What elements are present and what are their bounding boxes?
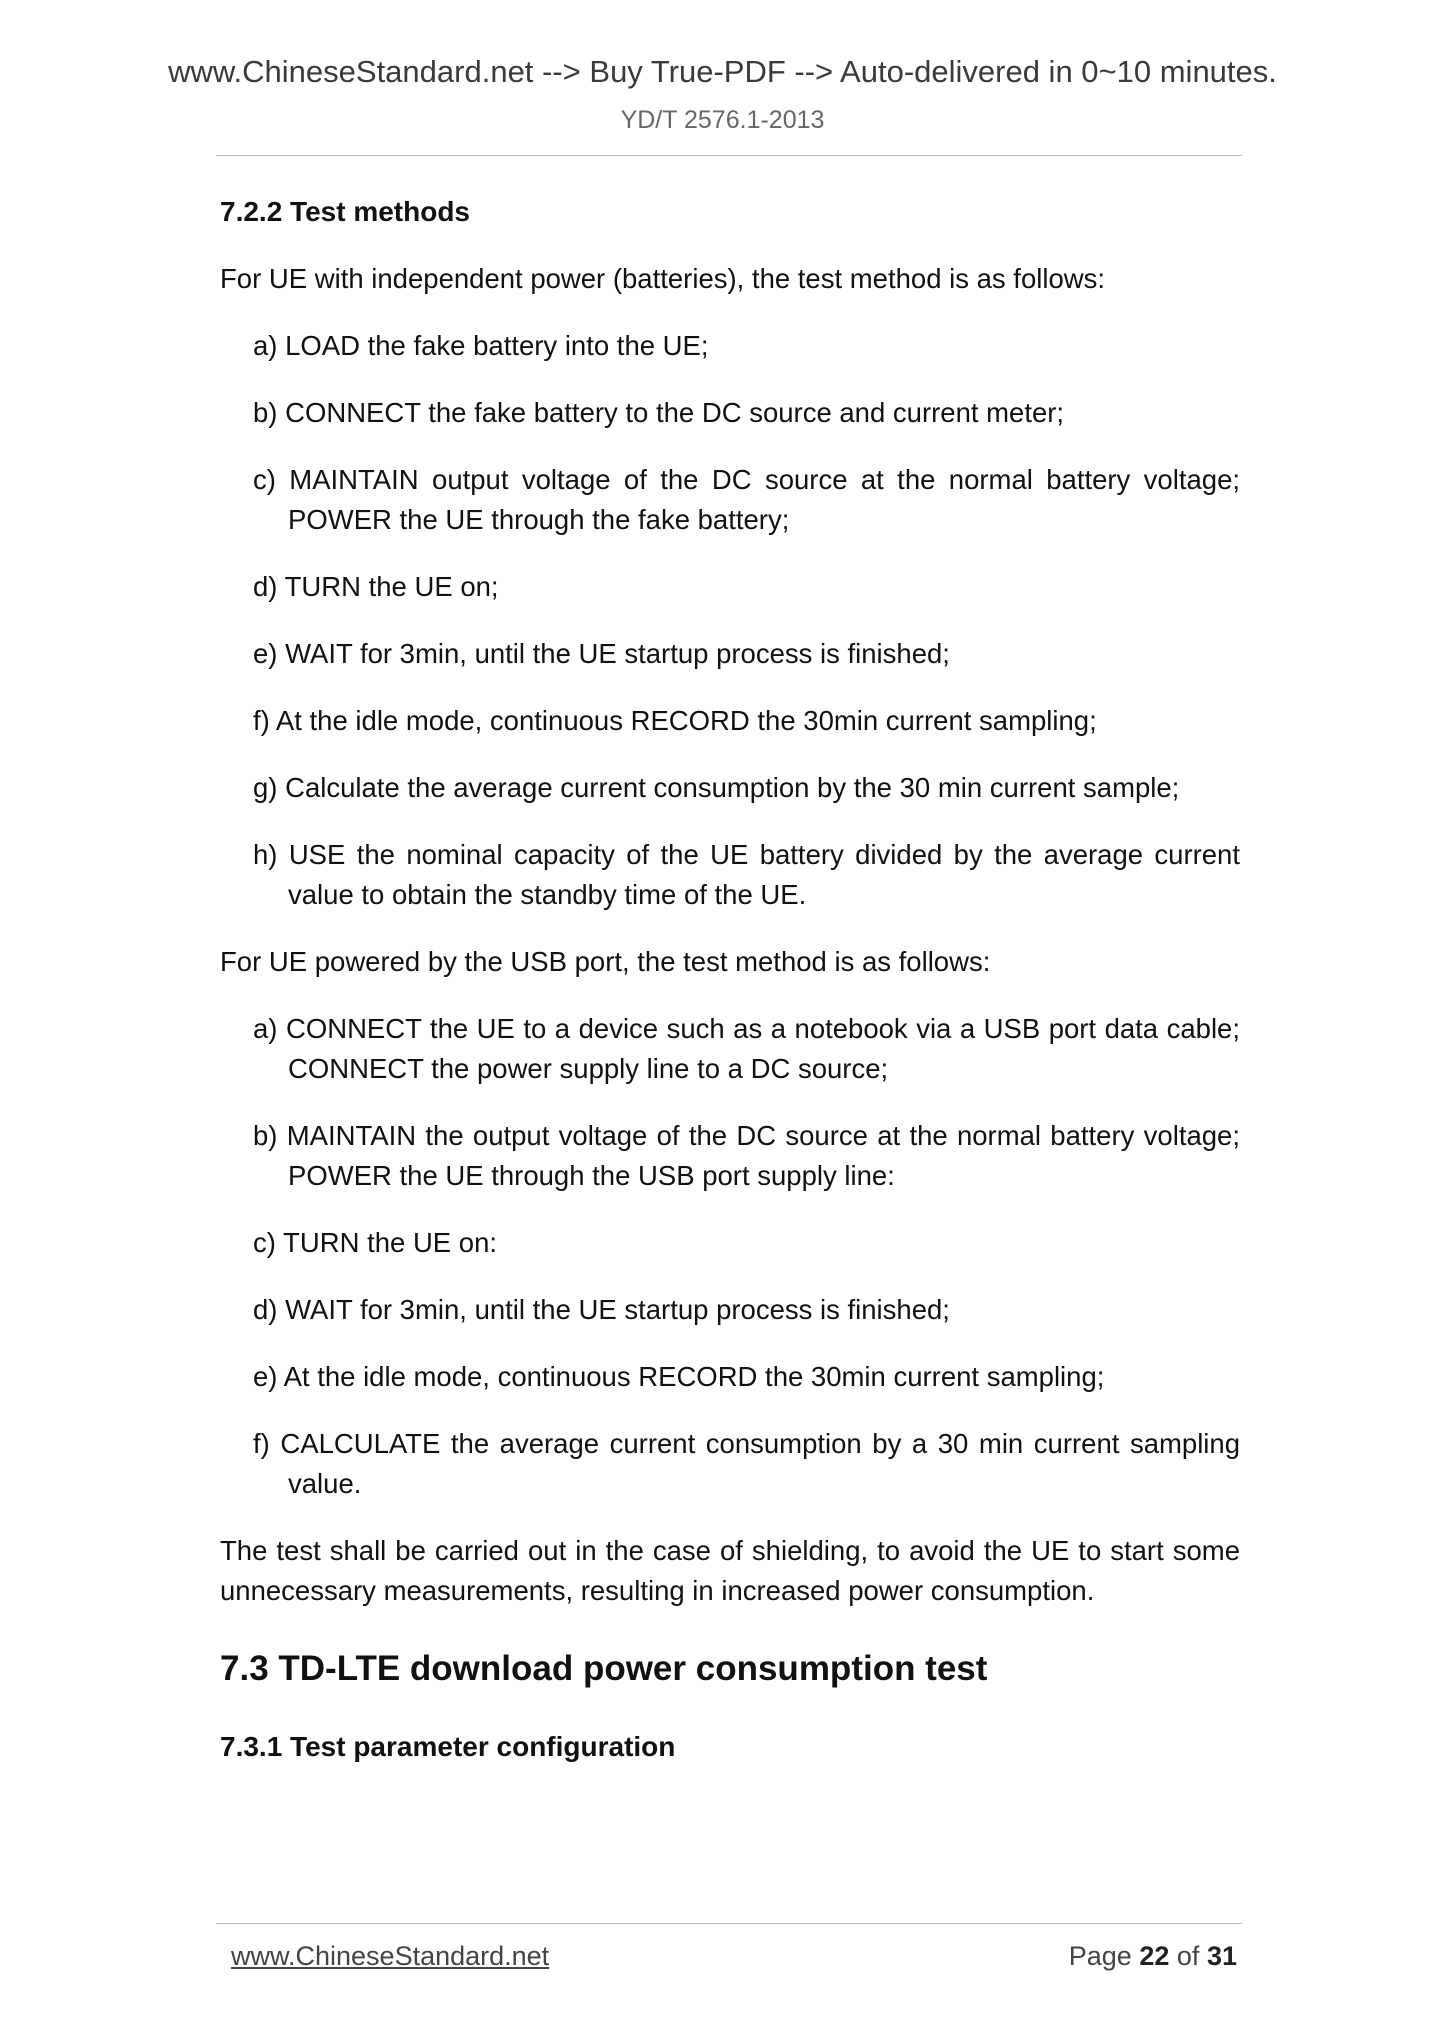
usb-step-a: a) CONNECT the UE to a device such as a notebook via a USB port data cable; CONNECT the power supply line to a DC source;	[253, 1013, 1240, 1084]
page-current: 22	[1139, 1941, 1170, 1971]
footer-site-link[interactable]: www.ChineseStandard.net	[231, 1941, 550, 1971]
usb-step-b: b) MAINTAIN the output voltage of the DC source at the normal battery voltage; POWER the UE through the USB port supply line:	[253, 1120, 1240, 1191]
battery-step-a: a) LOAD the fake battery into the UE;	[253, 330, 709, 361]
header-divider	[216, 155, 1242, 156]
page-of-label: of	[1176, 1941, 1200, 1971]
battery-step-b: b) CONNECT the fake battery to the DC source and current meter;	[253, 397, 1065, 428]
shielding-note-paragraph: The test shall be carried out in the case of shielding, to avoid the UE to start some unnecessary measurements, resulting in increased power consumption.	[220, 1535, 1240, 1606]
page-content	[220, 192, 1240, 1794]
section-heading-7-3: 7.3 TD-LTE download power consumption test	[220, 1649, 988, 1688]
section-heading-7-3-1: 7.3.1 Test parameter configuration	[220, 1731, 676, 1762]
intro-battery-paragraph: For UE with independent power (batteries), the test method is as follows:	[220, 263, 1106, 294]
usb-step-f: f) CALCULATE the average current consumption by a 30 min current sampling value.	[253, 1428, 1240, 1499]
document-id: YD/T 2576.1-2013	[620, 106, 825, 134]
battery-step-f: f) At the idle mode, continuous RECORD the 30min current sampling;	[253, 705, 1097, 736]
battery-step-g: g) Calculate the average current consumption by the 30 min current sample;	[253, 772, 1180, 803]
battery-step-d: d) TURN the UE on;	[253, 571, 499, 602]
page-number	[1069, 1941, 1237, 1972]
header-banner: www.ChineseStandard.net --> Buy True-PDF --> Auto-delivered in 0~10 minutes.	[168, 54, 1277, 89]
battery-step-c: c) MAINTAIN output voltage of the DC source at the normal battery voltage; POWER the UE through the fake battery;	[253, 464, 1240, 535]
section-heading-7-2-2: 7.2.2 Test methods	[220, 196, 471, 227]
battery-step-e: e) WAIT for 3min, until the UE startup process is finished;	[253, 638, 950, 669]
footer-divider	[216, 1923, 1242, 1924]
usb-step-c: c) TURN the UE on:	[253, 1227, 498, 1258]
intro-usb-paragraph: For UE powered by the USB port, the test method is as follows:	[220, 946, 991, 977]
usb-step-e: e) At the idle mode, continuous RECORD the 30min current sampling;	[253, 1361, 1105, 1392]
page-total: 31	[1206, 1941, 1237, 1971]
page-label: Page	[1068, 1941, 1132, 1971]
battery-step-h: h) USE the nominal capacity of the UE battery divided by the average current value to obtain the standby time of the UE.	[253, 839, 1240, 910]
usb-step-d: d) WAIT for 3min, until the UE startup process is finished;	[253, 1294, 950, 1325]
